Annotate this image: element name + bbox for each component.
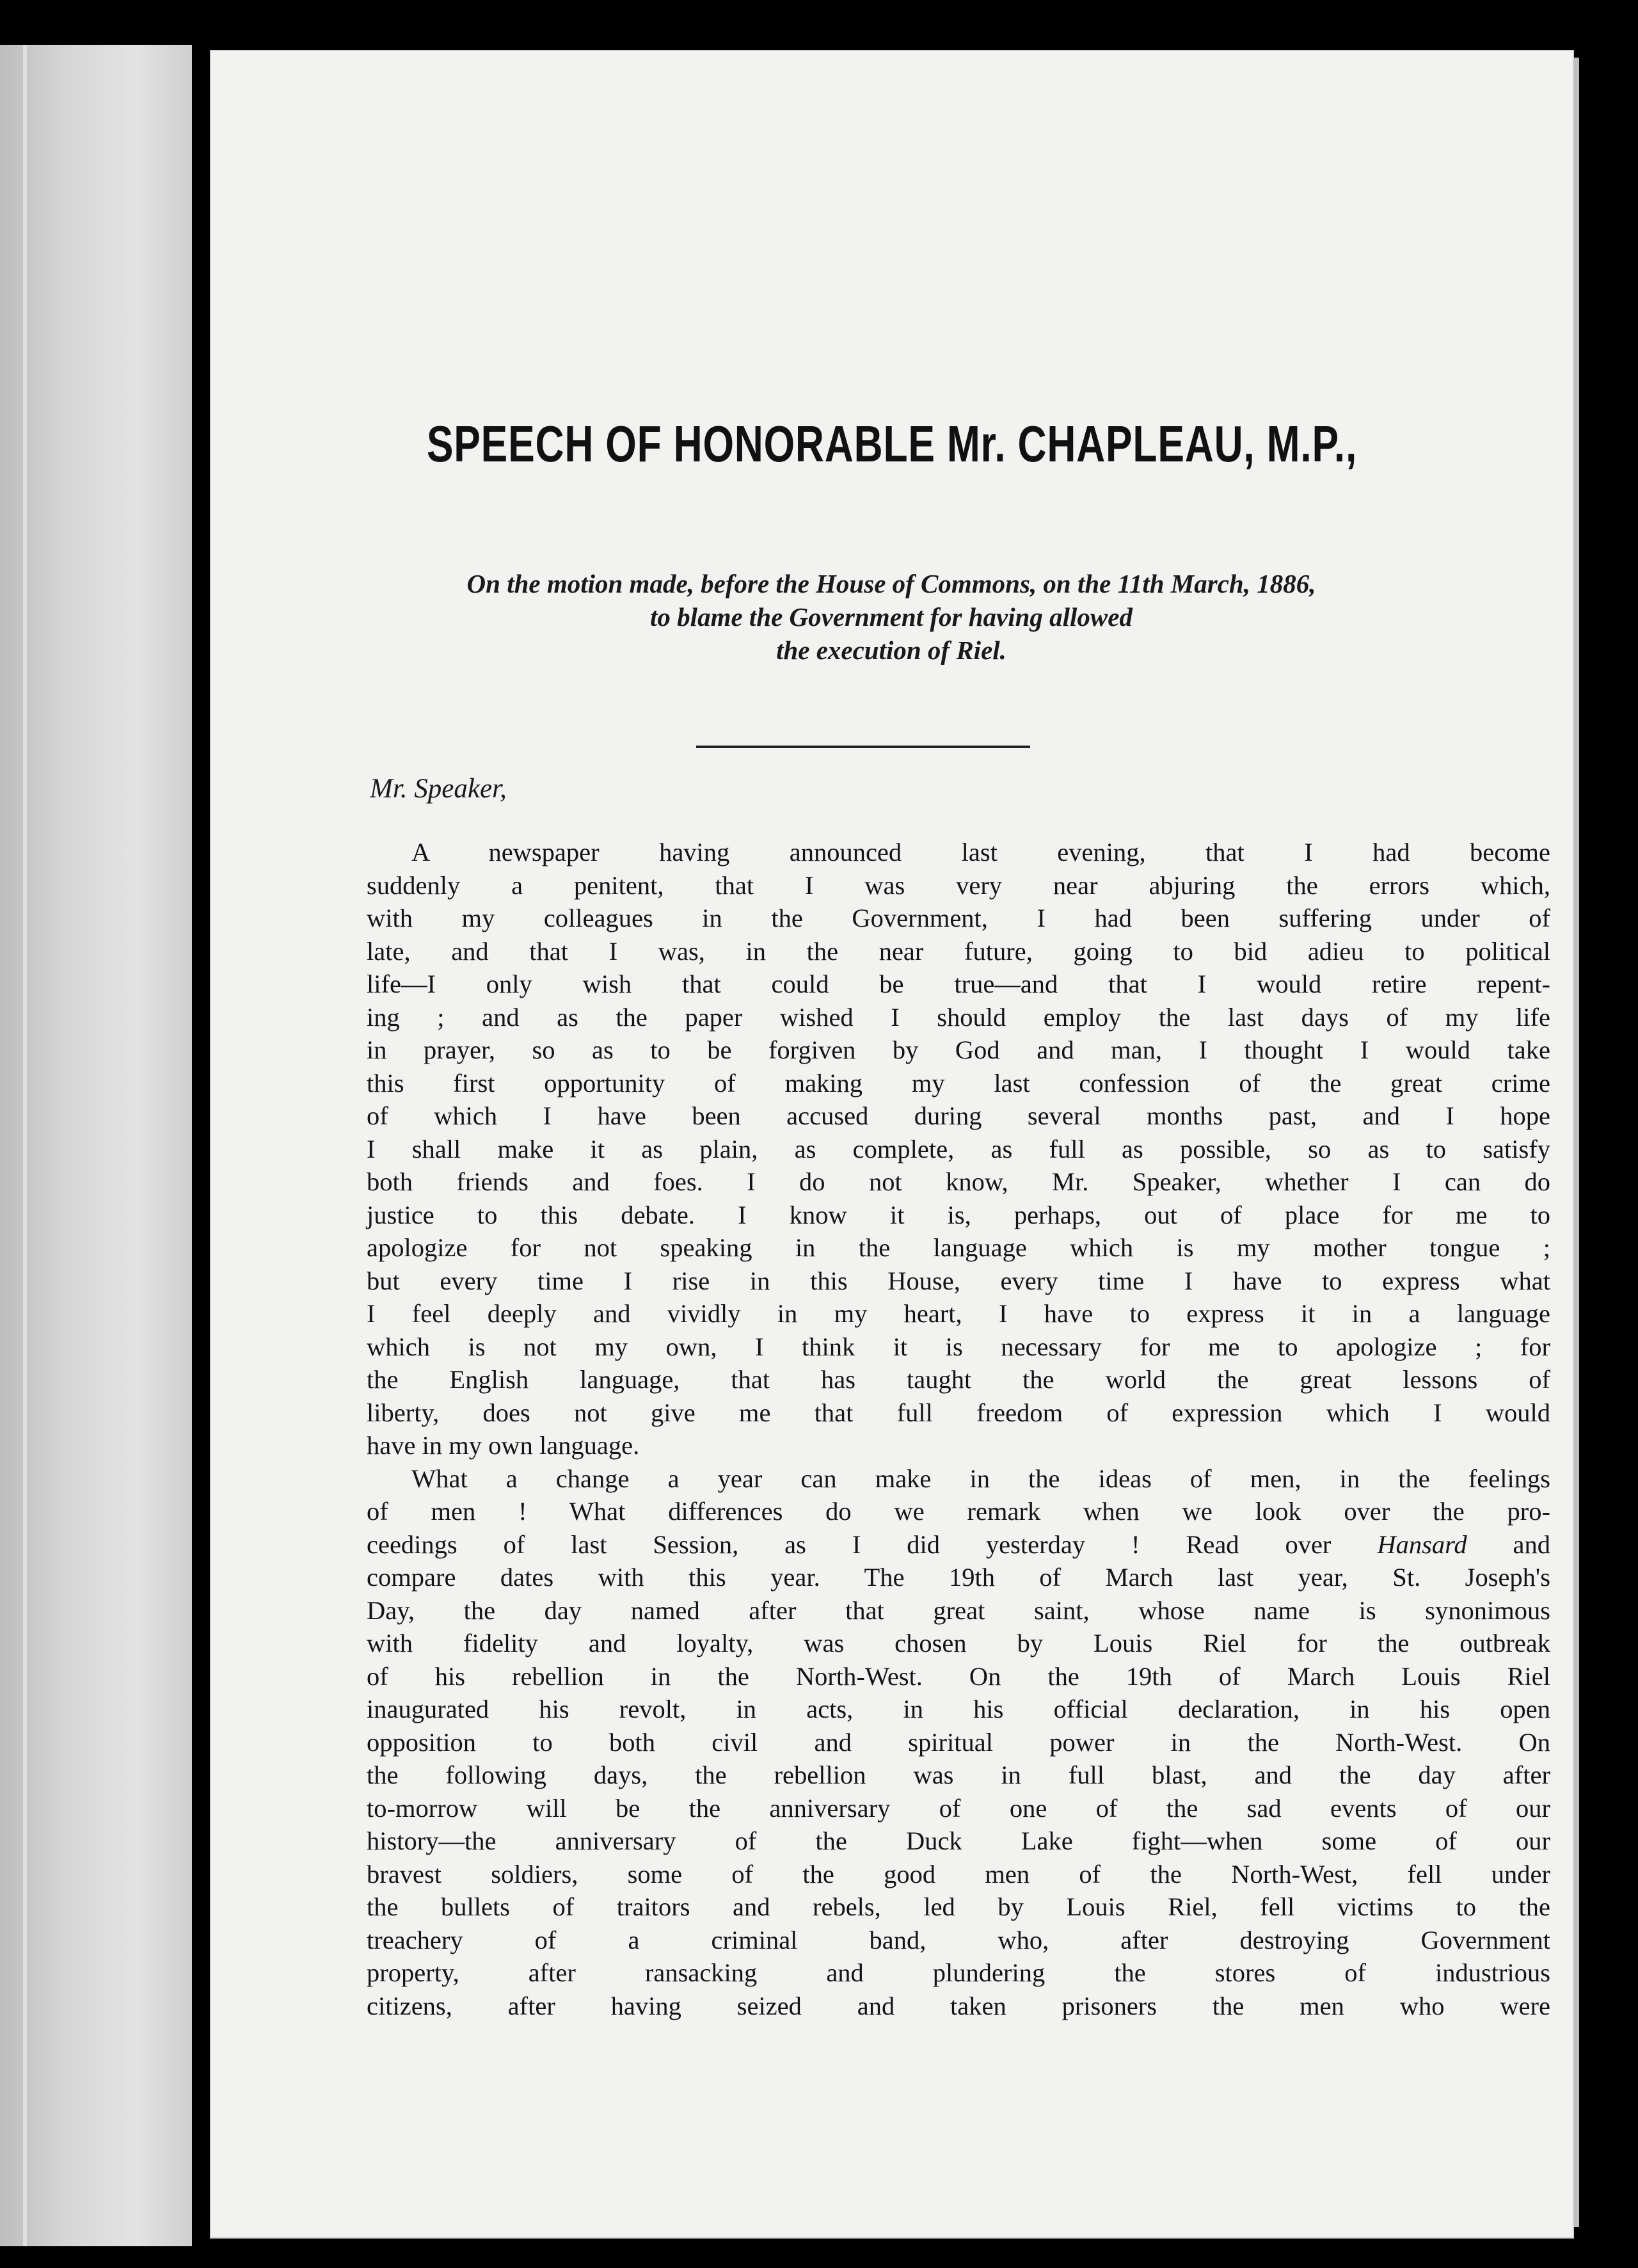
- body-line: the English language, that has taught the world the great lessons of: [367, 1365, 1550, 1394]
- subtitle: [363, 567, 1419, 667]
- body-line: of which I have been accused during several months past, and I hope: [367, 1101, 1550, 1130]
- page-title: SPEECH OF HONORABLE Mr. CHAPLEAU, M.P.,: [426, 415, 1358, 472]
- page-edge-stripe: [23, 45, 27, 2246]
- body-line: Day, the day named after that great saint, whose name is synonimous: [367, 1595, 1550, 1625]
- body-line: justice to this debate. I know it is, perhaps, out of place for me to: [367, 1200, 1550, 1229]
- body-line: citizens, after having seized and taken prisoners the men who were: [367, 1991, 1550, 2020]
- page-right-edge: [1574, 58, 1579, 2227]
- body-line: which is not my own, I think it is necessary for me to apologize ; for: [367, 1332, 1550, 1361]
- body-line: What a change a year can make in the ideas of men, in the feelings: [411, 1464, 1550, 1493]
- body-line: inaugurated his revolt, in acts, in his official declaration, in his open: [367, 1695, 1550, 1723]
- body-line: compare dates with this year. The 19th of March last year, St. Joseph's: [367, 1563, 1550, 1592]
- body-line: liberty, does not give me that full freedom of expression which I would: [367, 1398, 1550, 1427]
- body-line: in prayer, so as to be forgiven by God and man, I thought I would take: [367, 1035, 1550, 1064]
- subtitle-line: to blame the Government for having allowed: [650, 602, 1133, 632]
- body-line: of men ! What differences do we remark when we look over the pro-: [367, 1497, 1550, 1526]
- body-line: A newspaper having announced last evening, that I had become: [411, 838, 1550, 866]
- body-line: treachery of a criminal band, who, after destroying Government: [367, 1925, 1550, 1954]
- body-line: have in my own language.: [367, 1431, 640, 1460]
- body-line: apologize for not speaking in the language which is my mother tongue ;: [367, 1233, 1550, 1262]
- body-line: with fidelity and loyalty, was chosen by Louis Riel for the outbreak: [367, 1629, 1550, 1657]
- subtitle-line: On the motion made, before the House of Commons, on the 11th March, 1886,: [466, 569, 1316, 598]
- body-line: property, after ransacking and plundering the stores of industrious: [367, 1958, 1550, 1987]
- body-line: with my colleagues in the Government, I had been suffering under of: [367, 904, 1550, 932]
- salutation: Mr. Speaker,: [370, 774, 507, 804]
- body-line-text: ceedings of last Session, as I did yesterday ! Read over: [367, 1529, 1332, 1559]
- previous-page-edge: [0, 45, 192, 2246]
- body-line: to-morrow will be the anniversary of one of the sad events of our: [367, 1793, 1550, 1823]
- body-line: [367, 1528, 1550, 1561]
- subtitle-line: the execution of Riel.: [776, 635, 1006, 665]
- body-line: life—I only wish that could be true—and that I would retire repent-: [367, 970, 1550, 998]
- body-line: opposition to both civil and spiritual power in the North-West. On: [367, 1727, 1550, 1757]
- body-line: this first opportunity of making my last confession of the great crime: [367, 1068, 1550, 1098]
- body-line: both friends and foes. I do not know, Mr. Speaker, whether I can do: [367, 1167, 1550, 1196]
- body-line: late, and that I was, in the near future, going to bid adieu to political: [367, 936, 1550, 966]
- body-line: but every time I rise in this House, every time I have to express what: [367, 1266, 1550, 1295]
- body-line-text: and: [1513, 1529, 1550, 1559]
- body-line: ing ; and as the paper wished I should employ the last days of my life: [367, 1002, 1550, 1032]
- hansard-reference: Hansard: [1377, 1529, 1467, 1559]
- body-line: the following days, the rebellion was in full blast, and the day after: [367, 1761, 1550, 1789]
- body-line: of his rebellion in the North-West. On the 19th of March Louis Riel: [367, 1661, 1550, 1691]
- body-line: history—the anniversary of the Duck Lake fight—when some of our: [367, 1826, 1550, 1855]
- body-line: bravest soldiers, some of the good men of the North-West, fell under: [367, 1859, 1550, 1889]
- body-line: I feel deeply and vividly in my heart, I have to express it in a language: [367, 1299, 1550, 1328]
- body-line: suddenly a penitent, that I was very near abjuring the errors which,: [367, 870, 1550, 900]
- body-line: I shall make it as plain, as complete, as full as possible, so as to satisfy: [367, 1134, 1550, 1163]
- divider-rule: [696, 746, 1030, 748]
- speech-body: [367, 836, 1550, 2022]
- body-line: the bullets of traitors and rebels, led by Louis Riel, fell victims to the: [367, 1892, 1550, 1921]
- document-page: [210, 50, 1574, 2239]
